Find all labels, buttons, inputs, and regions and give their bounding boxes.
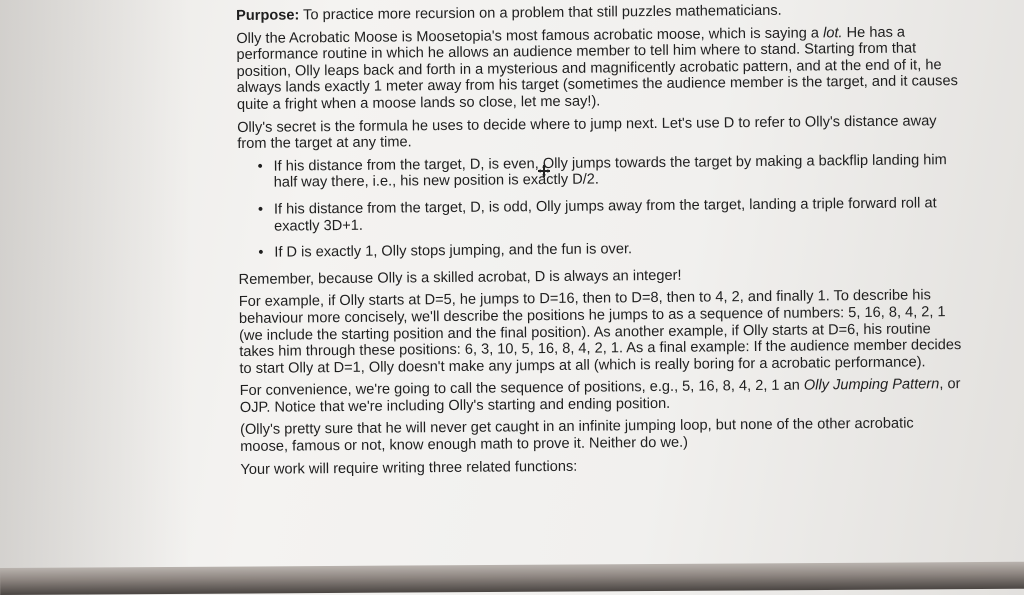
purpose-label: Purpose: <box>236 7 300 24</box>
intro-text-1: Olly the Acrobatic Moose is Moosetopia's most famous acrobatic moose, which is saying a <box>236 24 824 47</box>
purpose-line <box>236 1 960 25</box>
rule-text: If his distance from the target, D, is even, Olly jumps towards the target by making a backflip landing him half way there, i.e., his new position is exactly D/2. <box>273 151 947 191</box>
intro-paragraph <box>236 24 961 114</box>
list-item <box>257 152 961 192</box>
loop-note-paragraph: (Olly's pretty sure that he will never get caught in an infinite jumping loop, but none of the other acrobatic moose, famous or not, know enough math to prove it. Neither do we.) <box>239 415 914 456</box>
monitor-bezel <box>0 562 1024 595</box>
secret-paragraph: Olly's secret is the formula he uses to decide where to jump next. Let's use D to refer to Olly's distance away from the target at any time. <box>237 112 937 153</box>
list-item <box>258 238 962 261</box>
bullet: • <box>258 244 264 261</box>
example-paragraph: For example, if Olly starts at D=5, he jumps to D=16, then to D=8, then to 4, 2, and finally 1. To describe his behaviour more concisely, we'll describe the positions he jumps to as a sequence of numbers: 5, 16, 8, 4, 2, 1 (we include the starting position and the final position). As another example, if Olly starts at D=6, his routine takes him through these positions: 6, 3, 10, 5, 16, 8, 4, 2, 1. As a final example: If the audience member decides to start Olly at D=1, Olly doesn't make any jumps at all (which is really boring for a acrobatic performance). <box>238 287 962 377</box>
intro-text-2: He has a performance routine in which he allows an audience member to tell him where to stand. Starting from that position, Olly leaps back and forth in a mysterious and magnificently acrobatic pattern, and at the end of it, he always lands exactly 1 meter away from his target (sometimes the audience member is the target, and it causes quite a fright when a moose lands so close, let me say!). <box>236 24 958 113</box>
bullet: • <box>257 201 264 218</box>
jump-rules-list <box>237 152 962 262</box>
convenience-paragraph <box>240 376 964 416</box>
purpose-text: To practice more recursion on a problem that still puzzles mathematicians. <box>303 2 782 24</box>
list-item <box>258 195 962 235</box>
convenience-text-2: , or OJP. Notice that we're including Olly's starting and ending position. <box>239 376 961 416</box>
convenience-emphasis: Olly Jumping Pattern <box>803 376 940 394</box>
work-paragraph: Your work will require writing three related functions: <box>240 458 578 478</box>
bullet: • <box>257 158 263 175</box>
remember-paragraph: Remember, because Olly is a skilled acrobat, D is always an integer! <box>238 267 682 288</box>
mouse-pointer-icon <box>537 164 551 178</box>
intro-emphasis: lot. <box>822 24 843 41</box>
convenience-text-1: For convenience, we're going to call the sequence of positions, e.g., 5, 16, 8, 4, 2, 1 an <box>239 377 804 400</box>
screen-shadow <box>0 0 190 595</box>
assignment-document <box>236 1 965 484</box>
rule-text: If his distance from the target, D, is odd, Olly jumps away from the target, landing a triple forward roll at exactly 3D+1. <box>273 195 937 235</box>
rule-text: If D is exactly 1, Olly stops jumping, and the fun is over. <box>274 241 633 261</box>
